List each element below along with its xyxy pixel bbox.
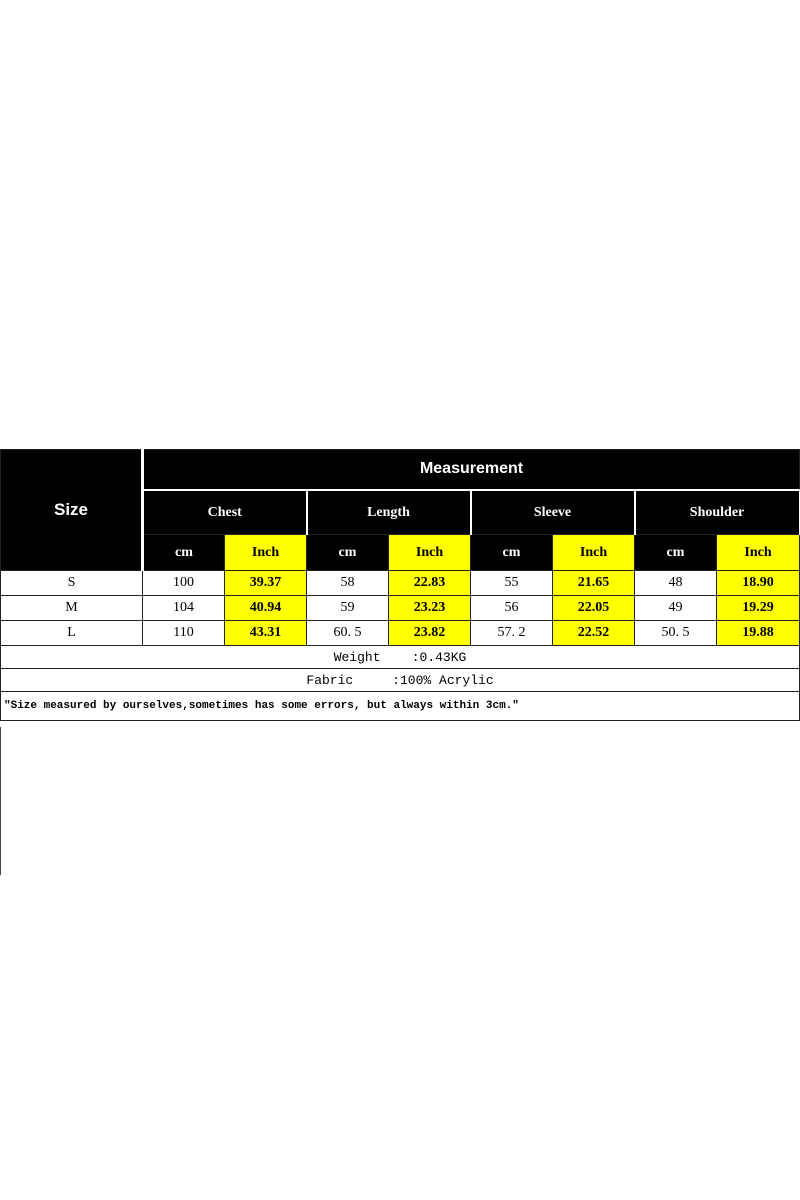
fabric-row: Fabric :100% Acrylic — [1, 669, 800, 692]
cell-value: 39.37 — [225, 571, 307, 596]
cell-value: 43.31 — [225, 621, 307, 646]
cell-value: 57. 2 — [471, 621, 553, 646]
cell-value: 48 — [635, 571, 717, 596]
table-row — [1, 596, 800, 621]
measurement-header: Measurement — [143, 450, 800, 490]
cell-value: 40.94 — [225, 596, 307, 621]
table-row — [1, 571, 800, 596]
cell-value: 59 — [307, 596, 389, 621]
size-label: M — [1, 596, 143, 621]
cell-value: 110 — [143, 621, 225, 646]
sleeve-header: Sleeve — [471, 490, 635, 535]
cell-value: 19.88 — [717, 621, 800, 646]
unit-cm: cm — [307, 535, 389, 571]
cell-value: 21.65 — [553, 571, 635, 596]
unit-cm: cm — [635, 535, 717, 571]
cell-value: 104 — [143, 596, 225, 621]
cell-value: 19.29 — [717, 596, 800, 621]
cell-value: 23.23 — [389, 596, 471, 621]
cell-value: 100 — [143, 571, 225, 596]
size-label: S — [1, 571, 143, 596]
unit-inch: Inch — [389, 535, 471, 571]
unit-inch: Inch — [717, 535, 800, 571]
cell-value: 58 — [307, 571, 389, 596]
cell-value: 49 — [635, 596, 717, 621]
cell-value: 60. 5 — [307, 621, 389, 646]
cell-value: 22.52 — [553, 621, 635, 646]
unit-cm: cm — [143, 535, 225, 571]
unit-inch: Inch — [553, 535, 635, 571]
table-row — [1, 621, 800, 646]
cell-value: 50. 5 — [635, 621, 717, 646]
cell-value: 22.05 — [553, 596, 635, 621]
unit-cm: cm — [471, 535, 553, 571]
size-label: L — [1, 621, 143, 646]
cell-value: 56 — [471, 596, 553, 621]
size-header: Size — [1, 450, 143, 571]
length-header: Length — [307, 490, 471, 535]
chest-header: Chest — [143, 490, 307, 535]
weight-row: Weight :0.43KG — [1, 646, 800, 669]
cell-value: 22.83 — [389, 571, 471, 596]
size-table — [0, 449, 800, 721]
size-chart — [0, 449, 800, 721]
divider — [0, 727, 1, 875]
shoulder-header: Shoulder — [635, 490, 800, 535]
cell-value: 23.82 — [389, 621, 471, 646]
cell-value: 55 — [471, 571, 553, 596]
cell-value: 18.90 — [717, 571, 800, 596]
measurement-note: "Size measured by ourselves,sometimes has some errors, but always within 3cm." — [1, 692, 800, 721]
unit-inch: Inch — [225, 535, 307, 571]
